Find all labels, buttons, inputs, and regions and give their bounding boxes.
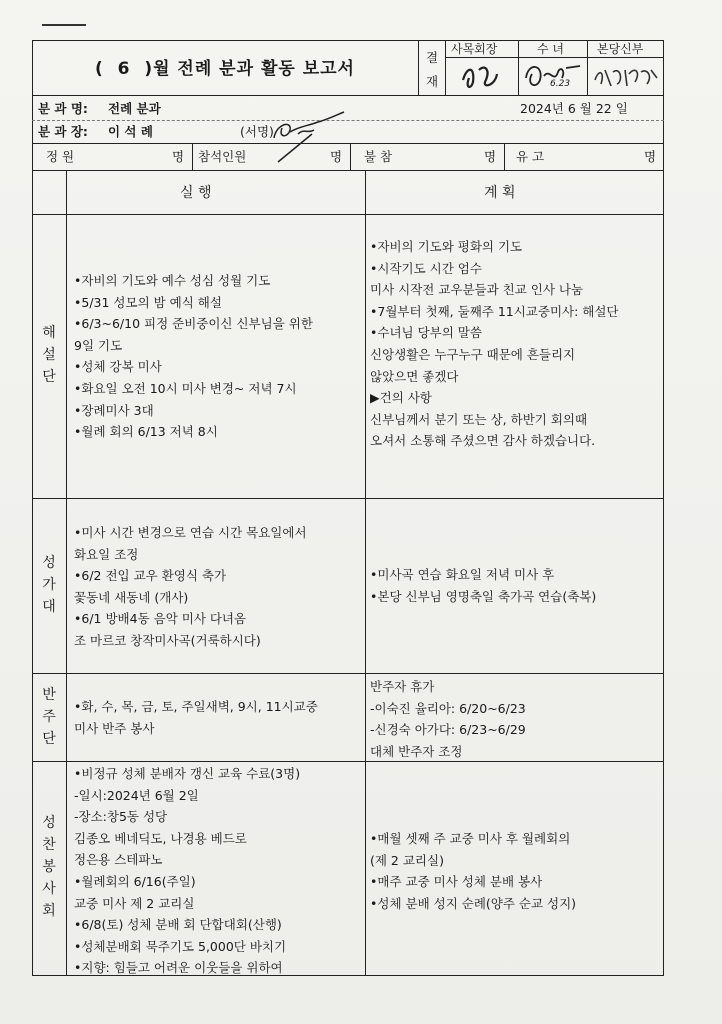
priest-signature-icon bbox=[591, 58, 661, 94]
leader-name: 이 석 례 bbox=[108, 124, 153, 139]
section-accompanists-done: •화, 수, 목, 금, 토, 주일새벽, 9시, 11시교중 미사 반주 봉사 bbox=[74, 699, 318, 736]
section-choir-plan: •미사곡 연습 화요일 저녁 미사 후 •본당 신부님 영명축일 축가곡 연습(축복) bbox=[370, 567, 597, 604]
division-name: 전례 분과 bbox=[108, 101, 161, 116]
division-label: 분 과 명: bbox=[38, 101, 88, 116]
present-label: 참석인원 bbox=[198, 149, 247, 164]
column-done-header: 실 행 bbox=[180, 185, 212, 201]
approver-sister: 수 녀 bbox=[537, 42, 564, 56]
president-signature-icon bbox=[455, 60, 515, 94]
report-title: ( 6 )월 전례 분과 활동 보고서 bbox=[95, 59, 355, 79]
absent-unit: 명 bbox=[484, 149, 497, 164]
approval-label-1: 결 bbox=[426, 50, 439, 65]
section-choir-done: •미사 시간 변경으로 연습 시간 목요일에서 화요일 조정 •6/2 전입 교우 환영식 축가 꽃동네 새동네 (개사) •6/1 방배4동 음악 미사 다녀옴 조 마르코 창작미사곡(거룩하시다) bbox=[74, 525, 307, 648]
absent-label: 불 참 bbox=[364, 149, 393, 164]
members-label: 정 원 bbox=[46, 149, 75, 164]
section-commentators-label: 해 설 단 bbox=[42, 325, 56, 385]
members-unit: 명 bbox=[172, 149, 185, 164]
approval-date: 6.23 bbox=[550, 79, 571, 89]
report-month: 6 bbox=[117, 59, 131, 79]
section-accompanists-plan: 반주자 휴가 -이숙진 율리아: 6/20~6/23 -신경숙 아가다: 6/23~6/29 대체 반주자 조정 bbox=[370, 679, 526, 759]
column-plan-header: 계 획 bbox=[484, 185, 516, 201]
section-eucharist-label: 성 찬 봉 사 회 bbox=[42, 815, 56, 919]
leader-label: 분 과 장: bbox=[38, 124, 88, 139]
approval-label-2: 재 bbox=[426, 74, 439, 89]
approver-priest: 본당신부 bbox=[597, 42, 644, 56]
top-mark bbox=[42, 24, 86, 26]
report-date: 2024년 6 월 22 일 bbox=[520, 101, 628, 116]
section-commentators-plan: •자비의 기도와 평화의 기도 •시작기도 시간 엄수 미사 시작전 교우분들과 친교 인사 나눔 •7월부터 첫째, 둘째주 11시교중미사: 해설단 •수녀님 당부의 말씀 신앙생활은 누구누구 때문에 흔들리지 않았으면 좋겠다 ▶건의 사항 신부님께서 분기 또는 상, 하반기 회의때 오셔서 소통해 주셨으면 감사 하겠습니다. bbox=[370, 239, 619, 449]
section-eucharist-plan: •매월 셋째 주 교중 미사 후 월례회의 (제 2 교리실) •매주 교중 미사 성체 분배 봉사 •성체 분배 성지 순례(양주 순교 성지) bbox=[370, 831, 577, 911]
section-choir-label: 성 가 대 bbox=[42, 555, 56, 615]
present-unit: 명 bbox=[330, 149, 343, 164]
section-eucharist-done: •비정규 성체 분배자 갱신 교육 수료(3명) -일시:2024년 6월 2일 -장소:창5동 성당 김종오 베네딕도, 나경용 베드로 정은용 스테파노 •월례회의 6/16(주일) 교중 미사 제 2 교리실 •6/8(토) 성체 분배 회 단합대회(산행) •성체분배회 묵주기도 5,000단 바치기 •지향: 힘들고 어려운 이웃들을 위하여 bbox=[74, 766, 301, 976]
excused-label: 유 고 bbox=[516, 149, 545, 164]
approver-pastoral-president: 사목회장 bbox=[451, 42, 498, 56]
excused-unit: 명 bbox=[644, 149, 657, 164]
section-accompanists-label: 반 주 단 bbox=[42, 687, 56, 747]
attendance-row bbox=[32, 144, 664, 171]
section-commentators-done: •자비의 기도와 예수 성심 성월 기도 •5/31 성모의 밤 예식 해설 •6/3~6/10 피정 준비중이신 신부님을 위한 9일 기도 •성체 강복 미사 •화요일 오전 10시 미사 변경~ 저녁 7시 •장례미사 3대 •월례 회의 6/13 저녁 8시 bbox=[74, 273, 313, 440]
sign-label: (서명) bbox=[240, 124, 274, 139]
